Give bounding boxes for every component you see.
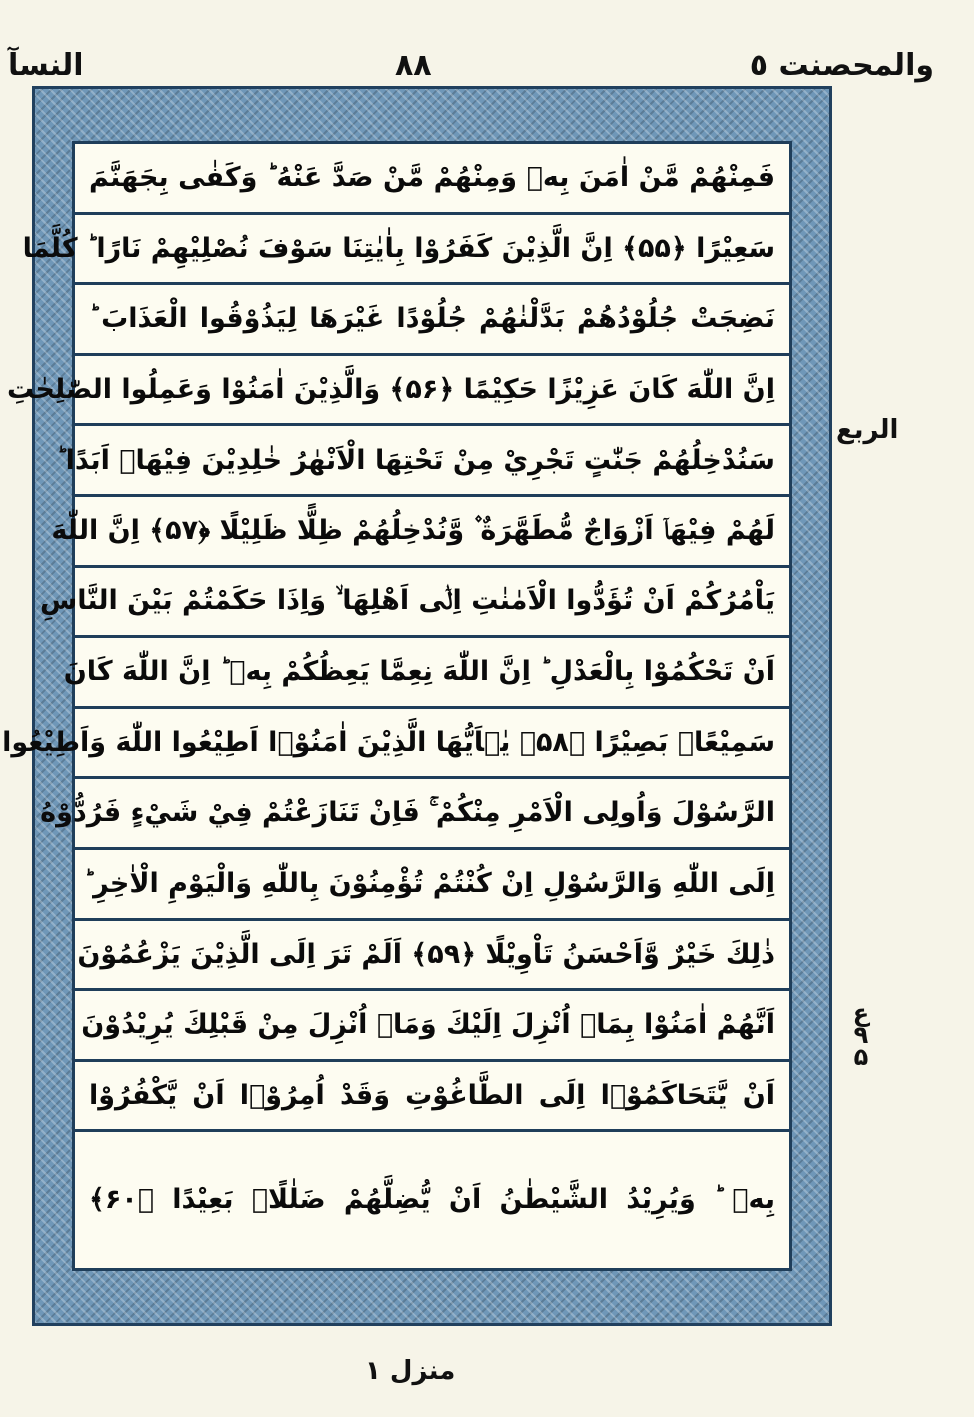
ruku-marker: الربع [836, 415, 899, 445]
verse-line: اَنَّهُمْ اٰمَنُوْا بِمَاۤ اُنْزِلَ اِلَيْكَ وَمَاۤ اُنْزِلَ مِنْ قَبْلِكَ يُرِيْدُوْنَ [75, 991, 789, 1062]
page-footer [0, 1340, 974, 1417]
verse-line: اِنَّ اللّٰهَ كَانَ عَزِيْزًا حَكِيْمًا ﴿۵۶﴾ وَالَّذِيْنَ اٰمَنُوْا وَعَمِلُوا الصّٰلِحٰتِ [75, 356, 789, 427]
verse-line: سَعِيْرًا ﴿۵۵﴾ اِنَّ الَّذِيْنَ كَفَرُوْا بِاٰيٰتِنَا سَوْفَ نُصْلِيْهِمْ نَارًا ؕ كُلَّمَا [75, 215, 789, 286]
surah-name: النسآ [8, 48, 84, 83]
decorative-border [2, 86, 832, 1326]
verse-line: نَضِجَتْ جُلُوْدُهُمْ بَدَّلْنٰهُمْ جُلُوْدًا غَيْرَهَا لِيَذُوْقُوا الْعَذَابَ ؕ [75, 285, 789, 356]
juz-name: والمحصنت ٥ [749, 48, 934, 83]
verse-line: سَنُدْخِلُهُمْ جَنّٰتٍ تَجْرِيْ مِنْ تَحْتِهَا الْاَنْهٰرُ خٰلِدِيْنَ فِيْهَاۤ اَبَدًا ؕ [75, 426, 789, 497]
page-header [0, 0, 974, 86]
verse-line: بِهٖ ؕ وَيُرِيْدُ الشَّيْطٰنُ اَنْ يُّضِلَّهُمْ ضَلٰلًاۢ بَعِيْدًا ﴿۶۰﴾ [89, 1184, 775, 1216]
verse-line: سَمِيْعًاۢ بَصِيْرًا ﴿۵۸﴾ يٰۤاَيُّهَا الَّذِيْنَ اٰمَنُوْۤا اَطِيْعُوا اللّٰهَ وَاَطِيْعُوا [75, 709, 789, 780]
verse-line: فَمِنْهُمْ مَّنْ اٰمَنَ بِهٖ وَمِنْهُمْ مَّنْ صَدَّ عَنْهُ ؕ وَكَفٰى بِجَهَنَّمَ [75, 144, 789, 215]
verse-line: الرَّسُوْلَ وَاُولِى الْاَمْرِ مِنْكُمْ ۚ فَاِنْ تَنَازَعْتُمْ فِيْ شَيْءٍ فَرُدُّوْهُ [75, 779, 789, 850]
verse-line: اَنْ يَّتَحَاكَمُوْۤا اِلَى الطَّاغُوْتِ وَقَدْ اُمِرُوْۤا اَنْ يَّكْفُرُوْا [75, 1062, 789, 1133]
manzil-label: منزل ۱ [365, 1356, 456, 1386]
ain-marker: ع ۹ ۵ [852, 999, 870, 1071]
verse-line: اَنْ تَحْكُمُوْا بِالْعَدْلِ ؕ اِنَّ اللّٰهَ نِعِمَّا يَعِظُكُمْ بِهٖ ؕ اِنَّ اللّٰهَ كَانَ [75, 638, 789, 709]
verse-line: اِلَى اللّٰهِ وَالرَّسُوْلِ اِنْ كُنْتُمْ تُؤْمِنُوْنَ بِاللّٰهِ وَالْيَوْمِ الْاٰخِرِ ؕ [75, 850, 789, 921]
verse-line: يَاْمُرُكُمْ اَنْ تُؤَدُّوا الْاَمٰنٰتِ اِلٰۤى اَهْلِهَا ۙ وَاِذَا حَكَمْتُمْ بَيْنَ النَّاسِ [75, 568, 789, 639]
verse-line: لَهُمْ فِيْهَاۤ اَزْوَاجٌ مُّطَهَّرَةٌ ۫ وَّنُدْخِلُهُمْ ظِلًّا ظَلِيْلًا ﴿۵۷﴾ اِنَّ اللّٰهَ [75, 497, 789, 568]
text-panel [2, 141, 792, 1271]
verse-line: ذٰلِكَ خَيْرٌ وَّاَحْسَنُ تَاْوِيْلًا ﴿۵۹﴾ اَلَمْ تَرَ اِلَى الَّذِيْنَ يَزْعُمُوْنَ [75, 921, 789, 992]
page-number: ٨٨ [395, 48, 432, 83]
